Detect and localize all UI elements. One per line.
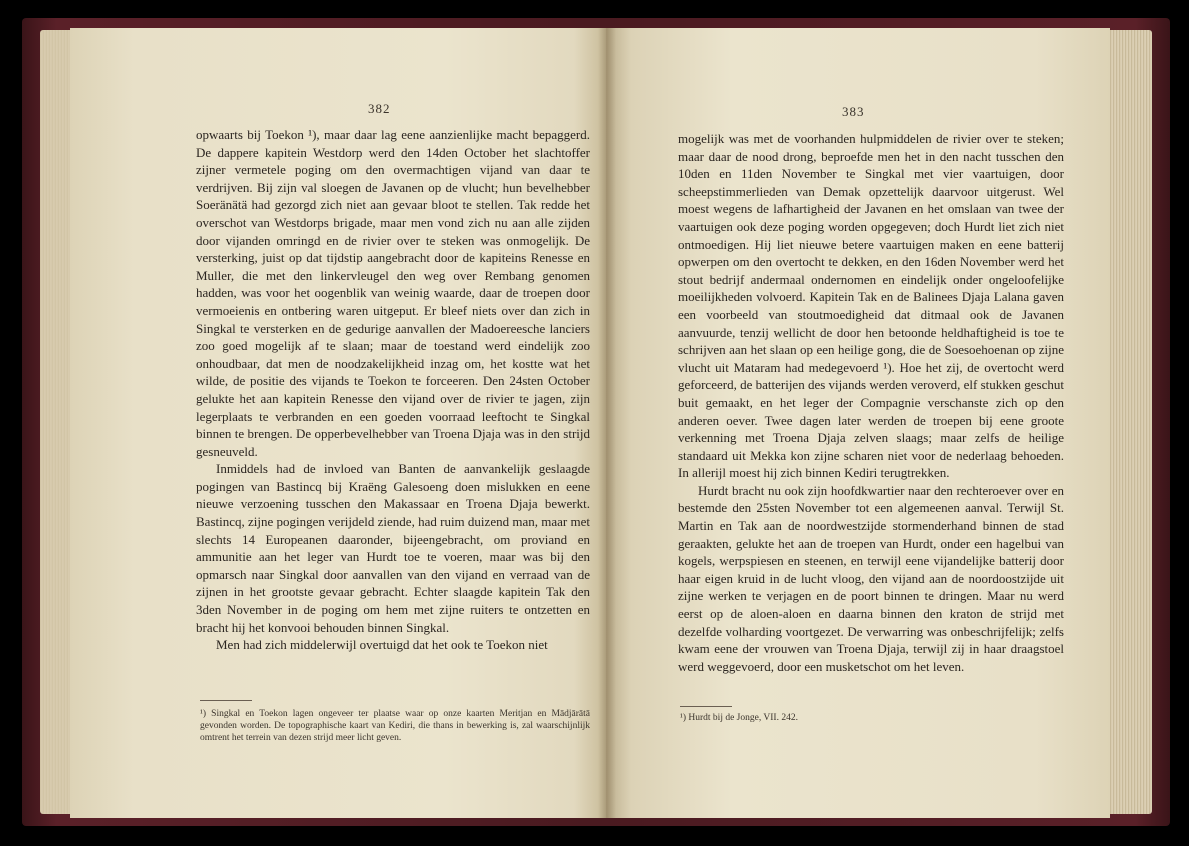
right-paragraph-2: Hurdt bracht nu ook zijn hoofdkwartier naar den rechteroever over en bestemde den 25sten November tot een algemeenen aanval. Terwijl St. Martin en Tak aan de noordwestzijde stormenderhand binnen de stad geraakten, gelukte het aan de troepen van Hurdt, onder een hagelbui van kogels, werpspiesen en steenen, en terwijl eene vijandelijke batterij door haar eigen kruid in de lucht vloog, den vijand aan de noordoostzijde uit zijne werken te verjagen en de poort binnen te dringen. Maar nu werd eerst op de aloen-aloen en daarna binnen den kraton de strijd met dezelfde volharding voortgezet. De verwarring was onbeschrijfelijk; zelfs kwam eene der vrouwen van Troena Djaja, terwijl zij in haar draagstoel werd weggevoerd, door een musketschot om het leven. xyxy=(678,482,1064,674)
right-page-body xyxy=(678,130,1064,675)
right-paragraph-1: mogelijk was met de voorhanden hulpmiddelen de rivier over te steken; maar daar de nood drong, beproefde men het in den nacht tusschen den 10den en 11den November te Singkal met vier vaartuigen, door scheepstimmerlieden van Demak opzettelijk daarvoor uitgerust. Wel moest wegens de lafhartigheid der Javanen en het omslaan van twee der vaartuigen ook deze poging worden opgegeven; doch Hurdt liet zich niet ontmoedigen. Hij liet nieuwe betere vaartuigen maken en eene batterij opwerpen om den overtocht te dekken, en den 16den November werd het stout bedrijf andermaal ondernomen en eindelijk onder ongeloofelijke moeilijkheden volvoerd. Kapitein Tak en de Balinees Djaja Lalana gaven een voorbeeld van stoutmoedigheid dat ditmaal ook de Javanen aanvuurde, tenzij wellicht de door hen betoonde heldhaftigheid is toe te schrijven aan het slaan op een heilige gong, die de Soesoehoenan op zijne vlucht uit Mataram had medegevoerd ¹). Hoe het zij, de overtocht werd geforceerd, de batterijen des vijands werden veroverd, elf stukken geschut buit gemaakt, en het leger der Compagnie verschanste zich op den anderen oever. Twee dagen later werden de troepen bij eene groote verkenning met Troena Djaja zelven slaags; maar zelfs de heilige standaard uit Mekka kon zijne scharen niet voor de nederlaag behoeden. In allerijl moest hij zich binnen Kediri terugtrekken. xyxy=(678,131,1064,481)
left-paragraph-1: opwaarts bij Toekon ¹), maar daar lag eene aanzienlijke macht bepaggerd. De dappere kapitein Westdorp werd den 14den October het slachtoffer zijner vermetele poging om den overmachtigen vijand van daar te verdrijven. Bij zijn val sloegen de Javanen op de vlucht; hun bevelhebber Soeränätä had gezorgd zich niet aan gevaar bloot te stellen. Tak redde het overschot van Westdorps brigade, maar men vond zich nu aan alle zijden door vijanden omringd en de rivier over te steken was onmogelijk. De versterking, juist op dat tijdstip aangebracht door de kapiteins Renesse en Muller, die met den linkervleugel den weg over Rembang genomen hadden, was voor het oogenblik van weinig waarde, daar de troepen door vermoeienis en ontbering waren uitgeput. Er bleef niets over dan zich in Singkal te versterken en de gedurige aanvallen der Madoereesche lanciers zoo goed mogelijk af te slaan; maar de toestand werd eindelijk zoo onhoudbaar, dat men de noodzakelijkheid inzag om, het kostte wat het wilde, de positie des vijands te Toekon te forceeren. Den 24sten October gelukte het aan kapitein Renesse den vijand over de rivier te jagen, zijn legerplaats te verbranden en een goeden voorraad leeftocht te Singkal binnen te brengen. De opperbevelhebber van Troena Djaja was in den strijd gesneuveld. xyxy=(196,127,590,459)
right-page xyxy=(606,28,1110,818)
right-footnote-rule xyxy=(680,706,732,707)
right-page-number: 383 xyxy=(842,104,865,119)
left-paragraph-2: Inmiddels had de invloed van Banten de aanvankelijk geslaagde pogingen van Bastincq bij Kraëng Galesoeng doen mislukken en eene nieuwe verzoening tusschen den Makassaar en Troena Djaja bewerkt. Bastincq, zijne pogingen verijdeld ziende, had ruim duizend man, maar met slechts 14 Europeanen daaronder, bijeengebracht, om proviand en ammunitie aan het leger van Hurdt toe te voeren, maar was bij den opmarsch naar Singkal door aanvallen van den vijand en verraad van de zijnen in het grootste gevaar gebracht. Echter slaagde kapitein Tak den 3den November in de poging om hem met zijne ruiters te ontzetten en bracht hij het konvooi behouden binnen Singkal. xyxy=(196,461,590,635)
book-gutter xyxy=(598,28,616,818)
right-page-edges xyxy=(1108,30,1152,814)
left-page-edges xyxy=(40,30,74,814)
left-footnote-1: ¹) Singkal en Toekon lagen ongeveer ter plaatse waar op onze kaarten Meritjan en Mādjārātā gevonden worden. De topographische kaart van Kediri, die thans in bewerking is, zal waarschijnlijk omtrent het terrein van dezen strijd meer licht geven. xyxy=(200,709,590,743)
right-footnote-1: ¹) Hurdt bij de Jonge, VII. 242. xyxy=(680,713,798,723)
left-footnotes xyxy=(200,708,590,744)
left-page-body xyxy=(196,126,590,654)
left-page xyxy=(70,28,606,818)
left-page-number: 382 xyxy=(368,101,391,116)
left-paragraph-3: Men had zich middelerwijl overtuigd dat het ook te Toekon niet xyxy=(216,637,548,653)
left-footnote-rule xyxy=(200,700,252,701)
right-footnotes xyxy=(680,712,1064,724)
